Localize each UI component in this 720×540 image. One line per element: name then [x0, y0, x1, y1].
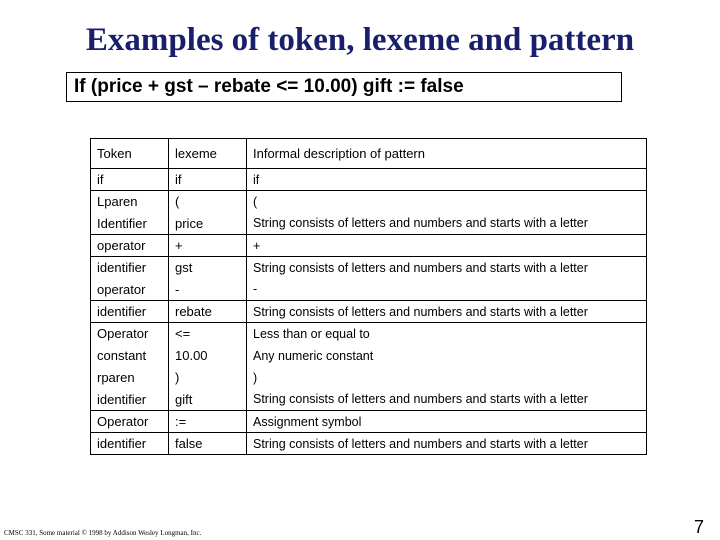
- copyright-footer: CMSC 331, Some material © 1998 by Addison Wesley Longman, Inc.: [4, 529, 202, 537]
- table-row: [91, 235, 647, 257]
- cell-pattern: String consists of letters and numbers and starts with a letter: [247, 257, 647, 279]
- table-header-row: [91, 139, 647, 169]
- cell-lexeme: rebate: [169, 301, 247, 323]
- cell-token: Operator: [91, 323, 169, 345]
- cell-lexeme: gst: [169, 257, 247, 279]
- cell-token: identifier: [91, 301, 169, 323]
- cell-pattern: Any numeric constant: [247, 345, 647, 367]
- table-row: [91, 433, 647, 455]
- cell-token: operator: [91, 279, 169, 301]
- cell-pattern: String consists of letters and numbers and starts with a letter: [247, 389, 647, 411]
- table-row: [91, 323, 647, 345]
- cell-lexeme: false: [169, 433, 247, 455]
- table-row: [91, 367, 647, 389]
- cell-pattern: Less than or equal to: [247, 323, 647, 345]
- token-table: [90, 138, 647, 455]
- cell-pattern: -: [247, 279, 647, 301]
- cell-token: Lparen: [91, 191, 169, 213]
- table-row: [91, 301, 647, 323]
- table-row: [91, 191, 647, 213]
- cell-lexeme: gift: [169, 389, 247, 411]
- cell-pattern: +: [247, 235, 647, 257]
- cell-token: constant: [91, 345, 169, 367]
- cell-lexeme: <=: [169, 323, 247, 345]
- header-lexeme: lexeme: [169, 139, 247, 169]
- cell-token: rparen: [91, 367, 169, 389]
- cell-token: Identifier: [91, 213, 169, 235]
- table-row: [91, 169, 647, 191]
- table-row: [91, 411, 647, 433]
- header-token: Token: [91, 139, 169, 169]
- table-row: [91, 389, 647, 411]
- cell-lexeme: if: [169, 169, 247, 191]
- header-pattern: Informal description of pattern: [247, 139, 647, 169]
- cell-pattern: if: [247, 169, 647, 191]
- cell-lexeme: 10.00: [169, 345, 247, 367]
- table-row: [91, 213, 647, 235]
- cell-token: identifier: [91, 257, 169, 279]
- table-row: [91, 279, 647, 301]
- slide-title: Examples of token, lexeme and pattern: [85, 22, 635, 58]
- cell-lexeme: -: [169, 279, 247, 301]
- cell-token: if: [91, 169, 169, 191]
- cell-lexeme: (: [169, 191, 247, 213]
- cell-token: operator: [91, 235, 169, 257]
- cell-pattern: Assignment symbol: [247, 411, 647, 433]
- table-row: [91, 345, 647, 367]
- cell-pattern: String consists of letters and numbers and starts with a letter: [247, 213, 647, 235]
- example-expression: If (price + gst – rebate <= 10.00) gift := false: [66, 72, 622, 102]
- cell-pattern: String consists of letters and numbers and starts with a letter: [247, 301, 647, 323]
- cell-lexeme: price: [169, 213, 247, 235]
- cell-lexeme: +: [169, 235, 247, 257]
- cell-pattern: String consists of letters and numbers and starts with a letter: [247, 433, 647, 455]
- cell-lexeme: :=: [169, 411, 247, 433]
- cell-token: Operator: [91, 411, 169, 433]
- cell-pattern: ): [247, 367, 647, 389]
- page-number: 7: [694, 517, 705, 537]
- cell-token: identifier: [91, 433, 169, 455]
- cell-lexeme: ): [169, 367, 247, 389]
- table-row: [91, 257, 647, 279]
- cell-token: identifier: [91, 389, 169, 411]
- cell-pattern: (: [247, 191, 647, 213]
